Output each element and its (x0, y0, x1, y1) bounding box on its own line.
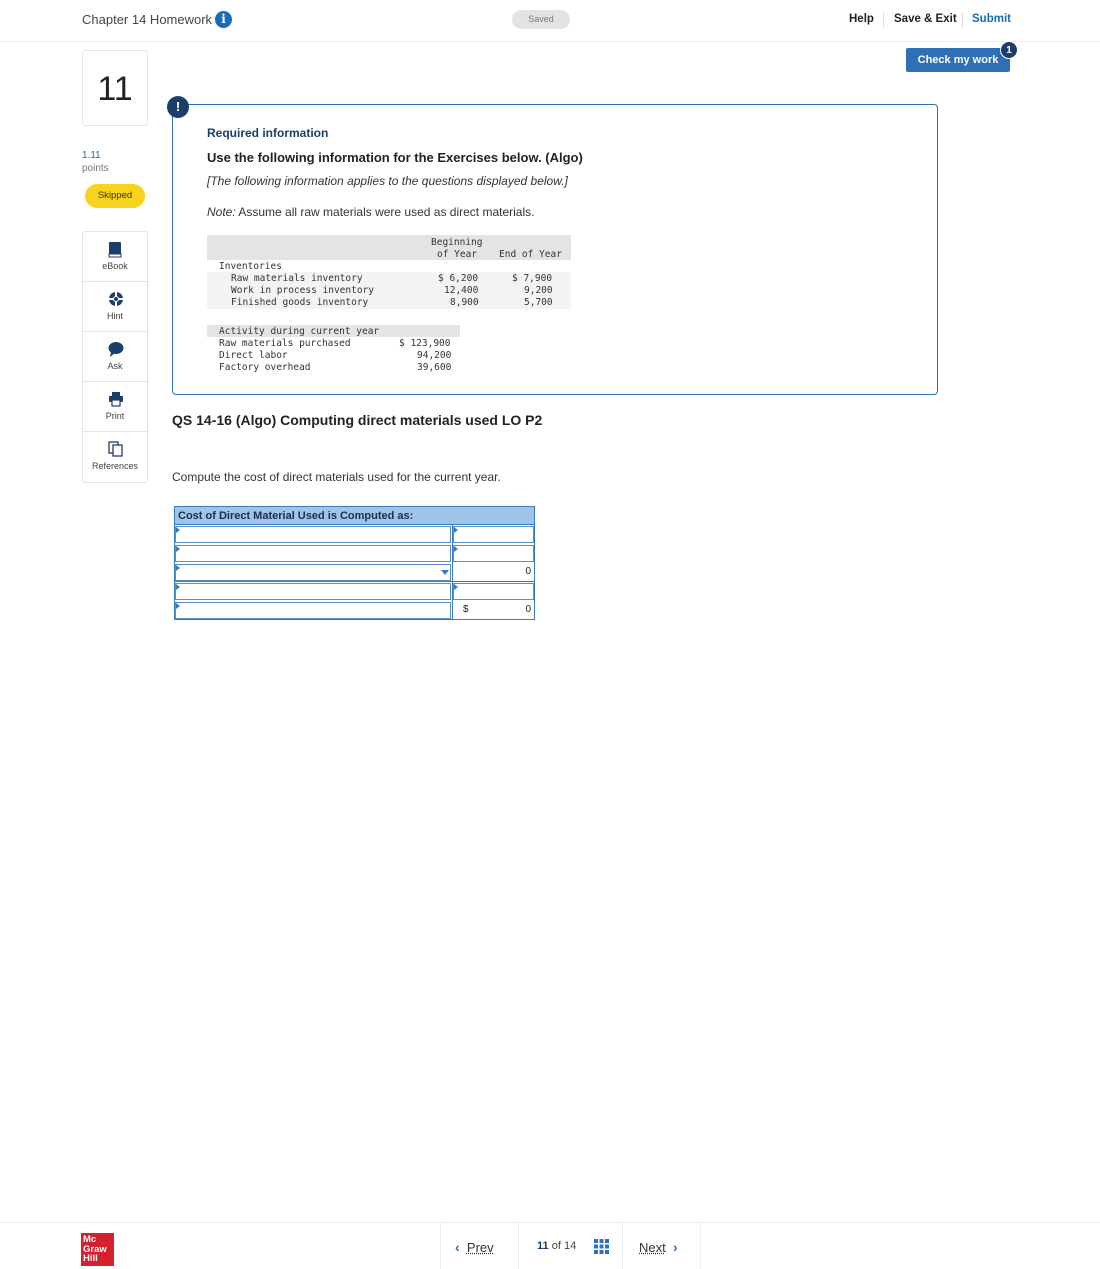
references-label: References (91, 461, 139, 471)
required-info-note (207, 205, 534, 219)
worksheet-total-value: 0 (525, 604, 531, 615)
required-info-heading: Use the following information for the Exercises below. (Algo) (207, 150, 583, 165)
worksheet-computed-value: 0 (525, 566, 531, 577)
worksheet-label-input[interactable] (175, 545, 451, 562)
worksheet-amount-input[interactable] (453, 583, 534, 600)
ebook-label: eBook (102, 261, 128, 271)
worksheet-rule (453, 581, 534, 582)
assignment-title: Chapter 14 Homework (82, 12, 213, 27)
next-label: Next (639, 1240, 666, 1255)
lifebuoy-icon (108, 291, 124, 307)
table-row-label: Factory overhead (219, 362, 311, 373)
table-cell: $ 123,900 (399, 338, 451, 349)
table-cell: 94,200 (417, 350, 452, 361)
table-cell: $ 7,900 (512, 273, 553, 284)
printer-icon (108, 391, 124, 407)
tools-panel (82, 231, 148, 483)
grid-icon[interactable] (594, 1239, 609, 1254)
print-button[interactable] (83, 382, 147, 432)
worksheet-total-dollar-sign: $ (463, 604, 469, 615)
submit-link[interactable]: Submit (972, 13, 1011, 25)
table-cell: 5,700 (524, 297, 553, 308)
logo-text: Hill (83, 1253, 98, 1264)
worksheet-amount-input[interactable] (453, 526, 534, 543)
question-prompt: Compute the cost of direct materials used for the current year. (172, 470, 501, 484)
table-row-label: Finished goods inventory (231, 297, 369, 308)
footer-bar (0, 1222, 1100, 1269)
table-row-label: Raw materials inventory (231, 273, 363, 284)
ask-label: Ask (107, 361, 123, 371)
activity-section-label: Activity during current year (219, 326, 380, 337)
required-information-box (172, 104, 938, 395)
documents-icon (108, 441, 123, 457)
note-text: Assume all raw materials were used as direct materials. (235, 205, 535, 219)
worksheet-label-input[interactable] (175, 602, 451, 619)
mcgraw-hill-logo (81, 1233, 114, 1266)
question-navigation (440, 1223, 701, 1269)
info-icon[interactable]: i (215, 11, 232, 28)
divider (622, 1223, 623, 1269)
ebook-button[interactable] (83, 232, 147, 282)
page-of-label: of (551, 1240, 561, 1252)
divider (518, 1223, 519, 1269)
chevron-down-icon (441, 570, 449, 575)
page-indicator[interactable] (537, 1240, 576, 1252)
next-button[interactable] (639, 1239, 678, 1255)
chevron-right-icon: › (672, 1239, 678, 1255)
inventories-section-label: Inventories (219, 261, 282, 272)
col-beginning-line2: of Year (437, 249, 478, 260)
worksheet-header: Cost of Direct Material Used is Computed as: (175, 507, 534, 525)
worksheet-amount-input[interactable] (453, 545, 534, 562)
divider (962, 12, 963, 28)
table-row-label: Direct labor (219, 350, 288, 361)
current-page: 11 (537, 1240, 549, 1252)
table-cell: 39,600 (417, 362, 452, 373)
check-work-count-badge: 1 (1000, 41, 1018, 59)
table-cell: 12,400 (444, 285, 479, 296)
question-number: 11 (82, 50, 148, 126)
logo-text: Graw (83, 1243, 107, 1255)
ask-button[interactable] (83, 332, 147, 382)
skipped-status-badge: Skipped (85, 184, 145, 208)
col-end-of-year: End of Year (499, 249, 562, 260)
divider (883, 12, 884, 28)
worksheet-rule (175, 581, 452, 582)
points-label: points (82, 163, 109, 174)
book-icon (108, 241, 123, 258)
chevron-left-icon: ‹ (455, 1239, 460, 1255)
worksheet-label-input[interactable] (175, 526, 451, 543)
table-row-label: Work in process inventory (231, 285, 374, 296)
required-info-italic-note: [The following information applies to the questions displayed below.] (207, 174, 568, 188)
help-link[interactable]: Help (849, 13, 874, 25)
prev-label: Prev (466, 1240, 494, 1255)
total-pages: 14 (563, 1240, 577, 1252)
saved-status-badge: Saved (512, 10, 570, 29)
table-cell: 9,200 (524, 285, 553, 296)
note-prefix: Note: (207, 205, 236, 219)
logo-text: Mc (83, 1234, 97, 1245)
worksheet (174, 506, 535, 620)
required-info-title: Required information (207, 126, 329, 140)
worksheet-label-input[interactable] (175, 583, 451, 600)
points-value: 1.11 (82, 150, 101, 161)
worksheet-label-dropdown[interactable] (175, 564, 451, 581)
save-exit-link[interactable]: Save & Exit (894, 13, 957, 25)
references-button[interactable] (83, 432, 147, 482)
check-my-work-button[interactable]: Check my work (906, 48, 1010, 72)
col-beginning-line1: Beginning (431, 237, 483, 248)
hint-label: Hint (106, 311, 123, 321)
hint-button[interactable] (83, 282, 147, 332)
print-label: Print (105, 411, 125, 421)
question-title: QS 14-16 (Algo) Computing direct materials used LO P2 (172, 412, 543, 428)
table-row-label: Raw materials purchased (219, 338, 351, 349)
prev-button[interactable] (455, 1239, 494, 1255)
top-bar (0, 0, 1100, 42)
table-cell: $ 6,200 (438, 273, 479, 284)
table-cell: 8,900 (450, 297, 479, 308)
chat-bubble-icon (108, 341, 124, 357)
alert-icon: ! (167, 96, 189, 118)
